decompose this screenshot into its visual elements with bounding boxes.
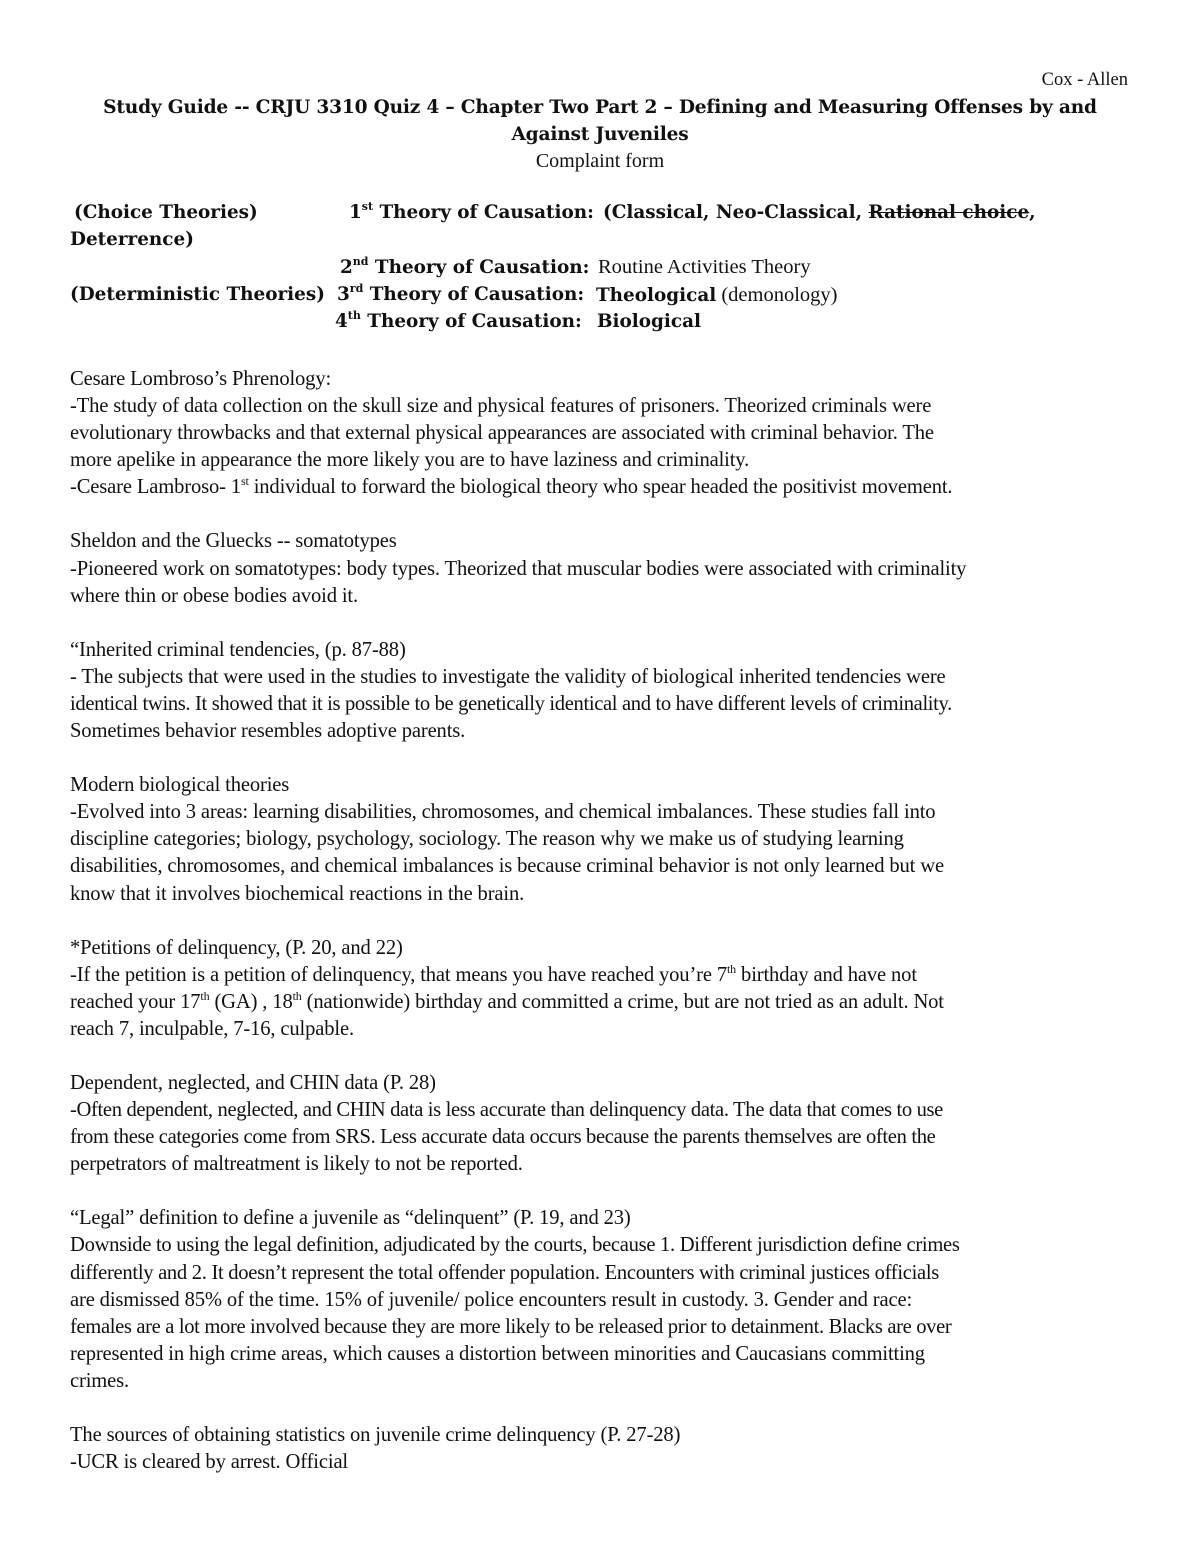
text-line: reached your 17th (GA) , 18th (nationwide) birthday and committed a crime, but are not tried as an adult. Not [70, 988, 944, 1013]
text-line: -UCR is cleared by arrest. Official [70, 1451, 349, 1474]
text-line: -Pioneered work on somatotypes: body types. Theorized that muscular bodies were associated with criminality [70, 557, 967, 580]
theory-1-content: (Classical, Neo-Classical, Rational choice, [603, 202, 1036, 223]
section-heading: *Petitions of delinquency, (P. 20, and 22) [70, 936, 403, 959]
section-sources [70, 1422, 1140, 1476]
section-inherited [70, 637, 1140, 745]
section-petitions [70, 935, 1140, 1043]
text-line: are dismissed 85% of the time. 15% of juvenile/ police encounters result in custody. 3. Gender and race: [70, 1288, 913, 1311]
text-line: represented in high crime areas, which causes a distortion between minorities and Caucasians committing [70, 1342, 925, 1365]
text-line: Sometimes behavior resembles adoptive parents. [70, 720, 466, 743]
text-line: -If the petition is a petition of delinquency, that means you have reached you’re 7th birthday and have not [70, 961, 917, 986]
text-line: know that it involves biochemical reactions in the brain. [70, 882, 525, 905]
text-line: differently and 2. It doesn’t represent the total offender population. Encounters with criminal justices officials [70, 1261, 940, 1284]
section-heading: Sheldon and the Gluecks -- somatotypes [70, 530, 397, 553]
section-heading: Modern biological theories [70, 774, 290, 797]
section-heading: Cesare Lombroso’s Phrenology: [70, 368, 332, 390]
theory-3-label: 3rd Theory of Causation: [337, 282, 585, 305]
theory-4-label: 4th Theory of Causation: [335, 309, 582, 332]
section-sheldon [70, 528, 1140, 609]
text-line: crimes. [70, 1369, 129, 1392]
document-subtitle: Complaint form [535, 150, 665, 172]
text-line: perpetrators of maltreatment is likely to not be reported. [70, 1153, 523, 1176]
text-line: evolutionary throwbacks and that external physical appearances are associated with criminal behavior. The [70, 422, 934, 445]
text-line: disabilities, chromosomes, and chemical imbalances is because criminal behavior is not only learned but we [70, 855, 944, 878]
section-heading: Dependent, neglected, and CHIN data (P. 28) [70, 1071, 436, 1094]
text-line: -Cesare Lambroso- 1st individual to forward the biological theory who spear headed the positivist movement. [70, 474, 953, 499]
document-title-line-1: Study Guide -- CRJU 3310 Quiz 4 – Chapter Two Part 2 – Defining and Measuring Offenses by and [103, 97, 1097, 118]
text-line: from these categories come from SRS. Less accurate data occurs because the parents themselves are often the [70, 1126, 936, 1149]
text-line: discipline categories; biology, psychology, sociology. The reason why we make us of studying learning [70, 828, 904, 851]
theory-3-content: Theological (demonology) [596, 284, 838, 306]
section-modern [70, 772, 1140, 907]
text-line: -Evolved into 3 areas: learning disabilities, chromosomes, and chemical imbalances. These studies fall into [70, 801, 936, 824]
text-line: -The study of data collection on the skull size and physical features of prisoners. Theorized criminals were [70, 395, 932, 418]
text-line: more apelike in appearance the more likely you are to have laziness and criminality. [70, 449, 750, 472]
section-heading: “Legal” definition to define a juvenile as “delinquent” (P. 19, and 23) [70, 1207, 631, 1230]
text-line: where thin or obese bodies avoid it. [70, 584, 358, 607]
document-title-line-2: Against Juveniles [511, 124, 689, 145]
theory-4-content: Biological [597, 311, 701, 332]
struck-rational-choice: Rational choice [868, 202, 1030, 223]
text-line: -Often dependent, neglected, and CHIN data is less accurate than delinquency data. The data that comes to use [70, 1099, 943, 1122]
body-text [70, 366, 1140, 1503]
section-legal [70, 1205, 1140, 1395]
section-heading: “Inherited criminal tendencies, (p. 87-88) [70, 638, 406, 661]
text-line: - The subjects that were used in the studies to investigate the validity of biological inherited tendencies were [70, 665, 946, 688]
section-heading: The sources of obtaining statistics on juvenile crime delinquency (P. 27-28) [70, 1424, 681, 1446]
theory-row-1-wrap [70, 229, 1150, 250]
choice-theories-label: (Choice Theories) [74, 202, 258, 223]
text-line: Downside to using the legal definition, adjudicated by the courts, because 1. Different jurisdiction define crimes [70, 1234, 960, 1257]
theory-2-content: Routine Activities Theory [598, 256, 811, 278]
title-block [70, 94, 1130, 175]
author-name: Cox - Allen [1041, 70, 1128, 90]
theory-1-label: 1st Theory of Causation: [349, 200, 594, 223]
section-chin [70, 1070, 1140, 1178]
section-lombroso [70, 366, 1140, 501]
text-line: females are a lot more involved because they are more likely to be released prior to detainment. Blacks are over [70, 1315, 952, 1338]
text-line: reach 7, inculpable, 7-16, culpable. [70, 1017, 354, 1040]
theory-1-content-wrap: Deterrence) [70, 229, 194, 250]
text-line: identical twins. It showed that it is possible to be genetically identical and to have different levels of criminality. [70, 692, 952, 715]
theory-2-label: 2nd Theory of Causation: [340, 255, 590, 278]
deterministic-theories-label: (Deterministic Theories) [70, 284, 325, 305]
